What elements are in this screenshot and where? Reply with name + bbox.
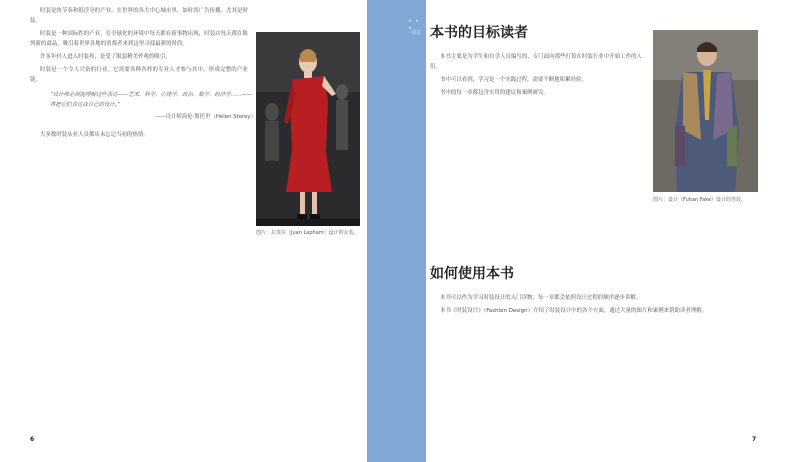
right-paragraph: 书中可以看到，学习是一个实践过程，需要不断地积累经验。 [440,77,587,83]
left-paragraph: 时装是一种国际性的产业，在全球化的环境中每天都有新事物出现，时装店每天都在陈列新的商品，吸引着世界各地的消费者来到这里寻找最新的时尚。 [30,31,248,47]
runway-photo-menswear [653,30,758,192]
section-heading: 如何使用本书 [430,266,514,282]
photo-caption: 图片：设计（Fuhan Fake）设计的男装。 [653,197,747,203]
quote-author: ——设计师海伦·斯托里（Helen Storey） [154,114,256,120]
right-paragraph: 本书《时装设计》（Fashion Design）介绍了时装设计中的各个方面，通过大量的图片和案例来帮助读者理解。 [440,308,708,314]
quote-text: “设计师必须能理解这些表达——艺术、科学、心理学、政治、数学、经济学……——再把它们表达成自己的设计。” [50,92,253,108]
right-page-body [430,24,642,101]
left-paragraph: 时装是快节奏和很浮夸的产业。在世界的各大中心城市里，如时尚广告传播，尤其是时装。 [30,8,248,24]
left-paragraph: 许多年轻人进入时装界，是受了服装精美外观的吸引。 [40,54,171,60]
runway-photo-red-dress [256,32,360,226]
pull-quote [50,90,256,122]
right-page-lower-body [430,265,760,319]
chapter-spine [367,0,426,462]
right-paragraph: 本书主要是为学生和自学人员编写的，专门面向那些打算在时装行业中开始工作的人们。 [430,54,642,70]
left-paragraph: 时装是一个令人兴奋的行业，它需要各种各样的专业人才参与其中，形成完整的产业链。 [30,67,248,83]
right-paragraph: 本书可以作为学习时装设计的入门读物，每一章都会依照设计过程的顺序逐步讲解。 [440,295,642,301]
left-page-body [30,6,256,143]
photo-caption: 图片：拉斐尔（Juan Lapham）设计的女装。 [256,230,359,236]
right-paragraph: 书中的每一章都包含实用的建议和案例研究。 [440,90,549,96]
page-number: 6 [30,436,35,443]
left-paragraph: 大多数时装从业人员都从未忘记当初的热情。 [40,132,149,138]
spine-dots: • • • [408,18,420,32]
section-heading: 本书的目标读者 [430,25,528,41]
page-number: 7 [752,436,757,443]
chapter-tab-label: 引言 [411,30,422,36]
